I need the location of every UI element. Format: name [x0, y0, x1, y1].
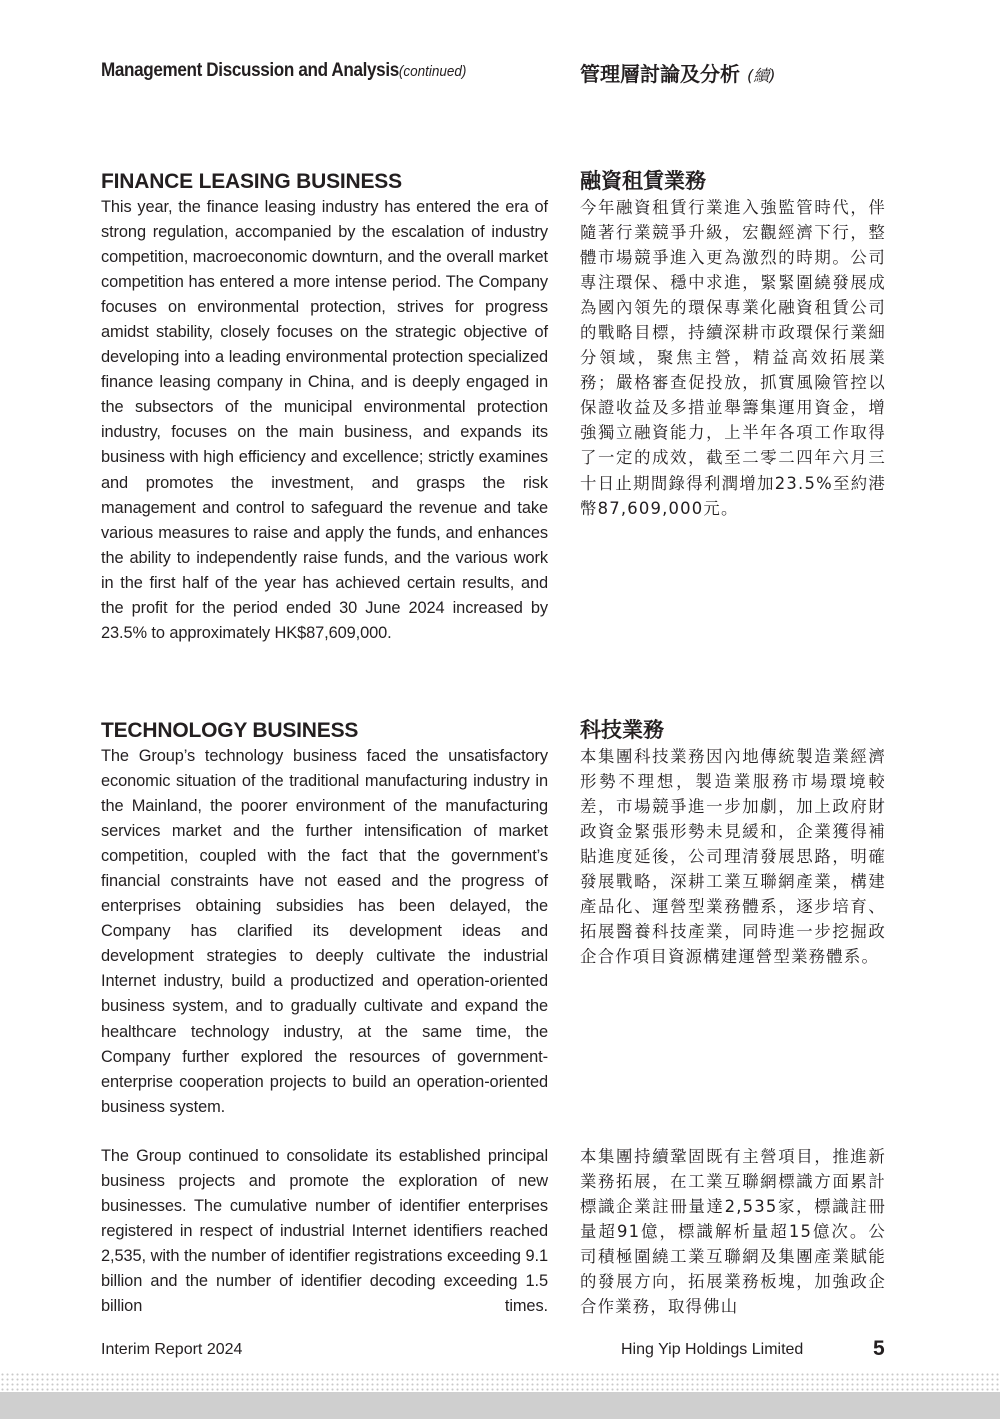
header-continued-zh: (續): [746, 66, 776, 85]
header-title-zh-text: 管理層討論及分析: [580, 62, 740, 86]
technology-heading-en: TECHNOLOGY BUSINESS: [101, 719, 359, 742]
footer-report-title: Interim Report 2024: [101, 1341, 243, 1358]
technology-body-en: The Group’s technology business faced the unsatisfactory economic situation of the traditional manufacturing industry in the Mainland, the poorer environment of the manufacturing services market and the further intensification of market competition, coupled with the fact that the government’s financial constraints have not eased and the progress of enterprises obtaining subsidies has been delayed, the Company has clarified its development ideas and development strategies to deeply cultivate the industrial Internet industry, build a productized and operation-oriented business system, and to gradually cultivate and expand the healthcare technology industry, at the same time, the Company further explored the resources of government-enterprise cooperation projects to build an operation-oriented business system.: [101, 747, 548, 1116]
header-title-en: [101, 60, 466, 82]
header-title-en-text: Management Discussion and Analysis: [101, 60, 399, 81]
header-continued-en: (continued): [398, 63, 467, 80]
header-title-zh: [580, 58, 775, 87]
finance-leasing-body-en: This year, the finance leasing industry has entered the era of strong regulation, accompanied by the escalation of industry competition, macroeconomic downturn, and the overall market competition has entered a more intense period. The Company focuses on environmental protection, strives for progress amidst stability, closely focuses on the strategic objective of developing into a leading environmental protection specialized finance leasing company in China, and is deeply engaged in the subsectors of the municipal environmental protection industry, focuses on the main business, and expands its business with high efficiency and excellence; strictly examines and promotes the investment, and grasps the risk management and control to safeguard the revenue and take various measures to raise and apply the funds, and enhances the ability to independently raise funds, and the various work in the first half of the year has achieved certain results, and the profit for the period ended 30 June 2024 increased by 23.5% to approximately HK$87,609,000.: [101, 198, 548, 642]
technology-section-en: [101, 717, 548, 1120]
technology-body2-en: The Group continued to consolidate its established principal business projects and promote the exploration of new businesses. The cumulative number of identifier enterprises registered in respect of industrial Internet identifiers reached 2,535, with the number of identifier registrations exceeding 9.1 billion and the number of identifier decoding exceeding 1.5 billion times.: [101, 1147, 548, 1316]
footer-bar: [0, 1392, 1000, 1419]
technology-paragraph2-en: [101, 1144, 548, 1319]
technology-section-zh: [580, 717, 886, 969]
technology-body-zh: 本集團科技業務因內地傳統製造業經濟形勢不理想，製造業服務市場環境較差，市場競爭進一步加劇，加上政府財政資金緊張形勢未見緩和，企業獲得補貼進度延後，公司理清發展思路，明確發展戰略，深耕工業互聯網產業，構建產品化、運營型業務體系，逐步培育、拓展醫養科技產業，同時進一步挖掘政企合作項目資源構建運營型業務體系。: [580, 747, 886, 967]
technology-paragraph2-zh: [580, 1144, 886, 1319]
technology-body2-zh: 本集團持續鞏固既有主營項目，推進新業務拓展，在工業互聯網標識方面累計標識企業註冊量達2,535家，標識註冊量超91億，標識解析量超15億次。公司積極圍繞工業互聯網及集團產業賦能的發展方向，拓展業務板塊，加強政企合作業務，取得佛山: [580, 1147, 886, 1317]
finance-leasing-section-en: [101, 168, 548, 646]
finance-leasing-body-zh: 今年融資租賃行業進入強監管時代，伴隨著行業競爭升級，宏觀經濟下行，整體市場競爭進入更為激烈的時期。公司專注環保、穩中求進，緊緊圍繞發展成為國內領先的環保專業化融資租賃公司的戰略目標，持續深耕市政環保行業細分領域，聚焦主營，精益高效拓展業務；嚴格審查促投放，抓實風險管控以保證收益及多措並舉籌集運用資金，增強獨立融資能力，上半年各項工作取得了一定的成效，截至二零二四年六月三十日止期間錄得利潤增加23.5%至約港幣87,609,000元。: [580, 198, 886, 518]
finance-leasing-section-zh: [580, 168, 886, 521]
technology-heading-zh: 科技業務: [580, 718, 664, 742]
finance-leasing-heading-en: FINANCE LEASING BUSINESS: [101, 170, 402, 193]
footer-dot-pattern: [0, 1372, 1000, 1392]
finance-leasing-heading-zh: 融資租賃業務: [580, 169, 706, 193]
footer-company-name: Hing Yip Holdings Limited: [621, 1341, 804, 1358]
page-number: 5: [873, 1337, 885, 1360]
